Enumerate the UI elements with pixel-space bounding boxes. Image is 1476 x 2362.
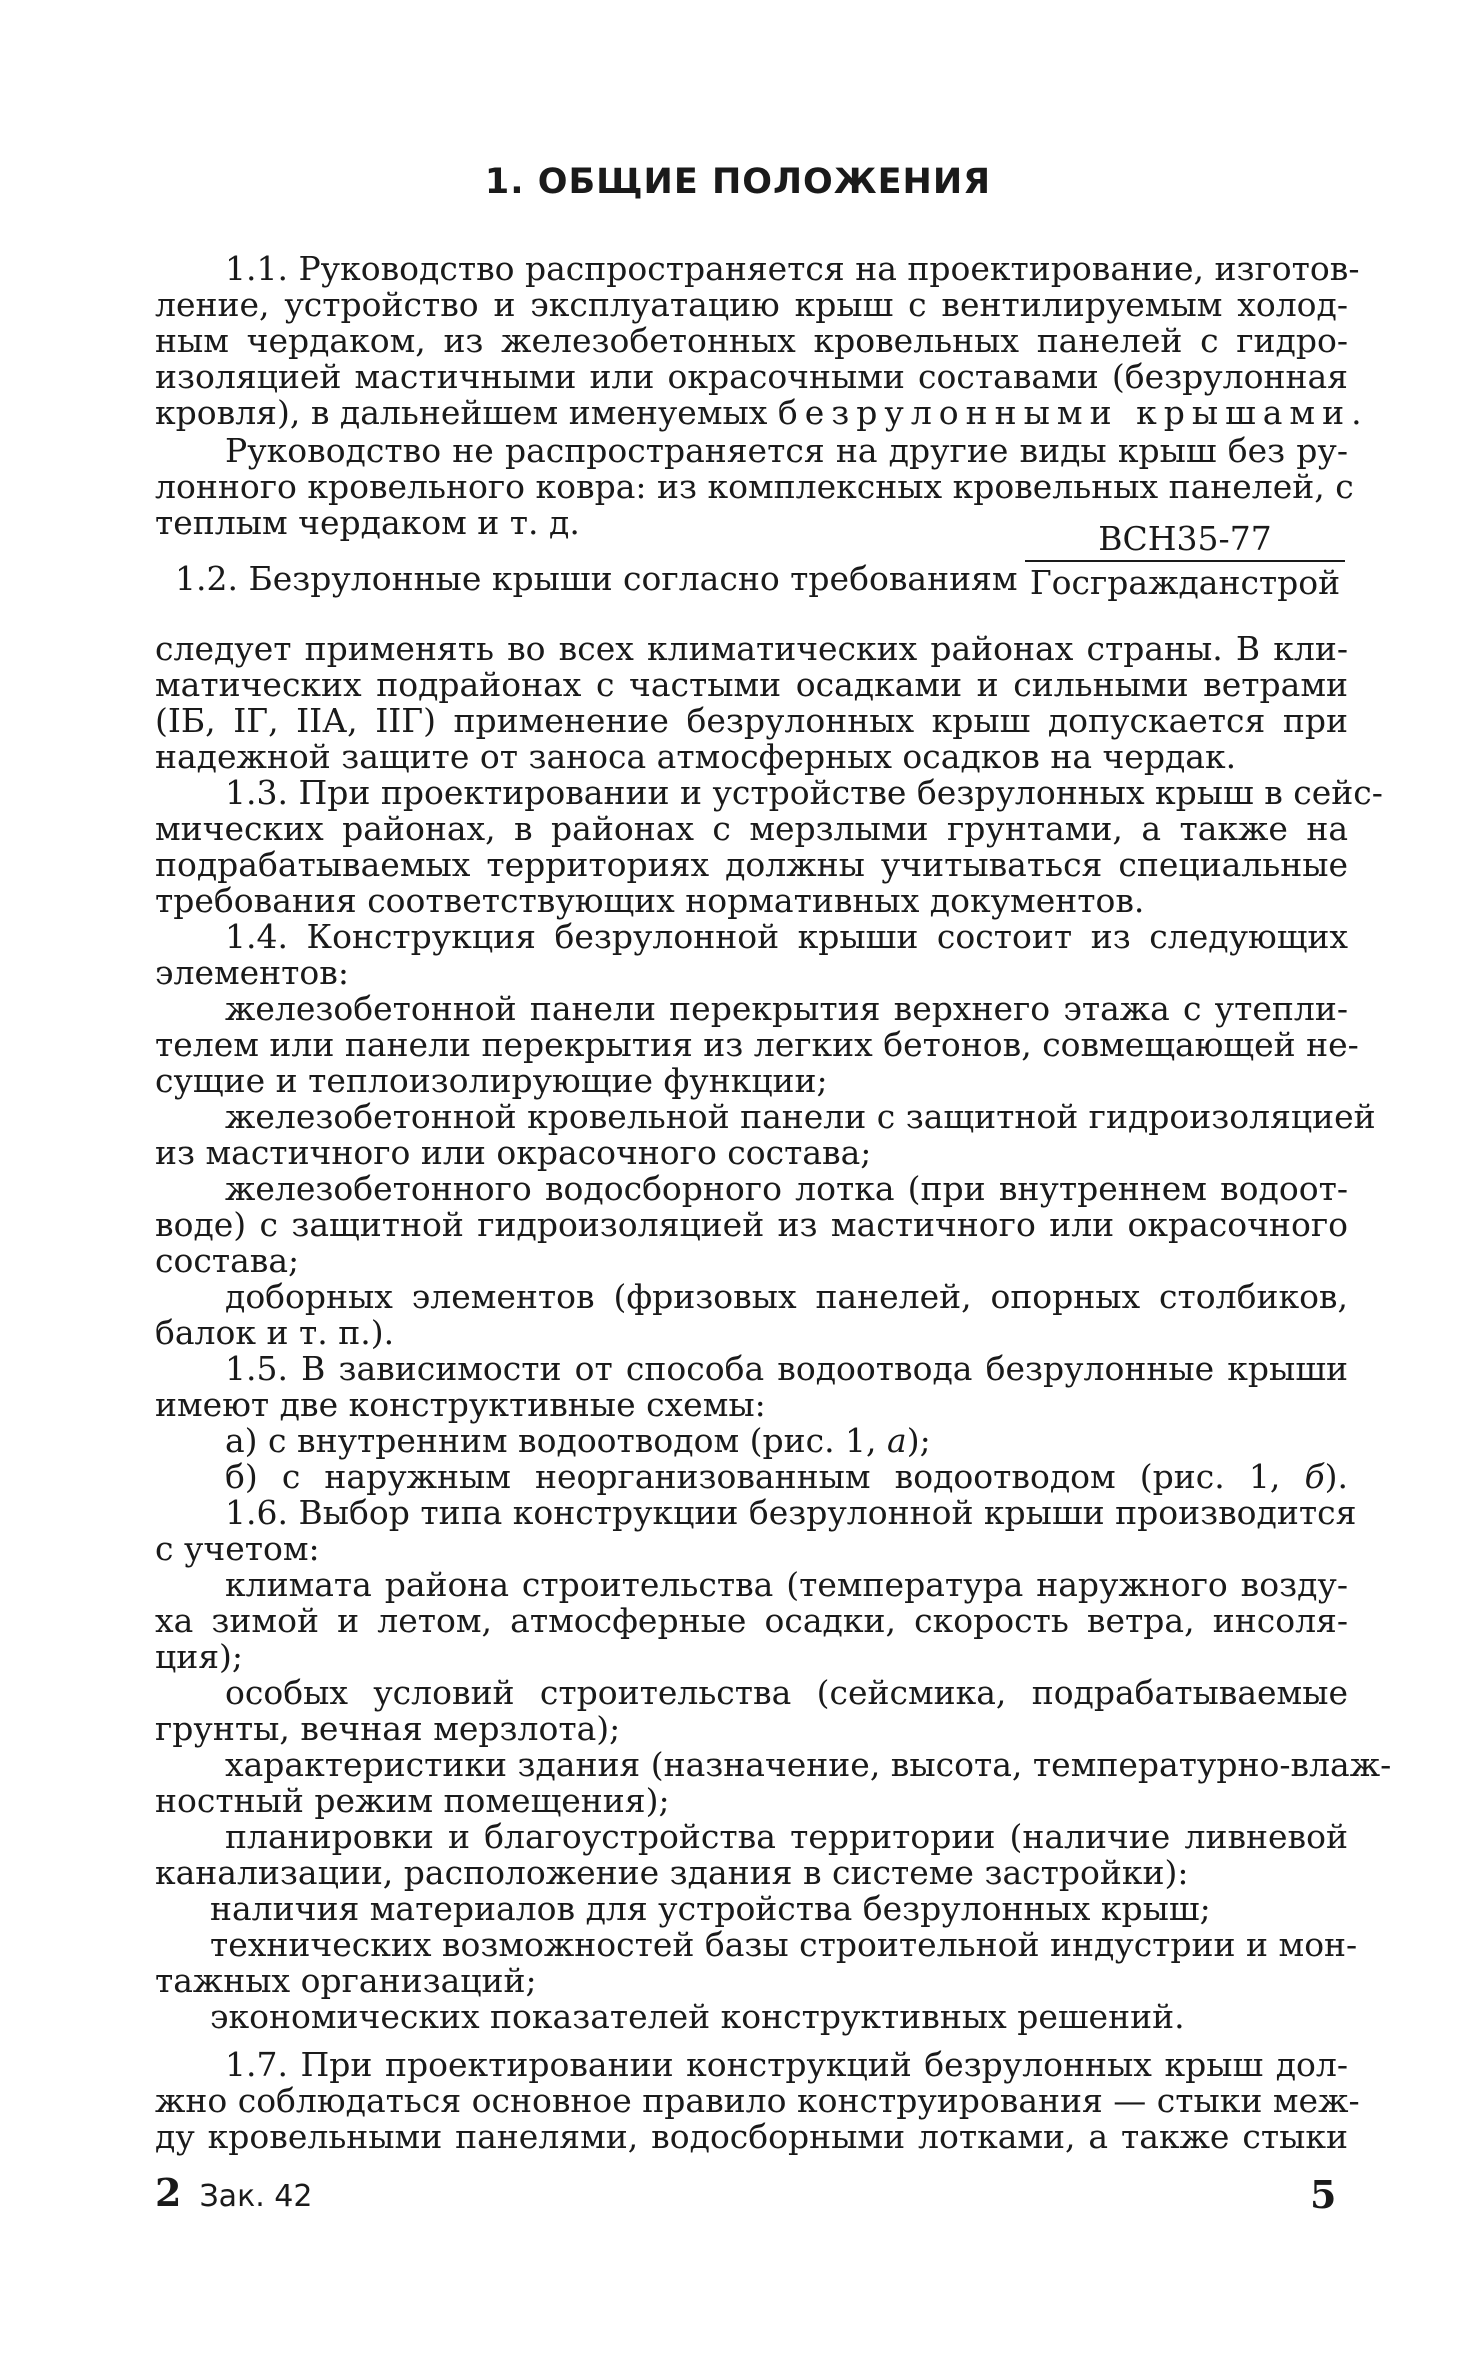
figure-ref-b: б xyxy=(1304,1457,1325,1496)
text-line: технических возможностей базы строительной индустрии и мон- xyxy=(210,1925,1358,1964)
section-heading: 1. ОБЩИЕ ПОЛОЖЕНИЯ xyxy=(484,162,992,202)
text-line: канализации, расположение здания в системе застройки): xyxy=(155,1853,1189,1892)
text-line: 1.7. При проектировании конструкций безрулонных крыш дол- xyxy=(225,2045,1348,2084)
text-line: 1.5. В зависимости от способа водоотвода безрулонные крыши xyxy=(225,1349,1348,1388)
text-line: из мастичного или окрасочного состава; xyxy=(155,1133,872,1172)
text-line: железобетонной кровельной панели с защитной гидроизоляцией xyxy=(225,1097,1376,1136)
text-line: планировки и благоустройства территории (наличие ливневой xyxy=(225,1817,1348,1856)
text-line: 1.3. При проектировании и устройстве безрулонных крыш в сейс- xyxy=(225,773,1383,812)
text-line: надежной защите от заноса атмосферных осадков на чердак. xyxy=(155,737,1237,776)
text-line: ностный режим помещения); xyxy=(155,1781,670,1820)
text-line: жно соблюдаться основное правило конструирования — стыки меж- xyxy=(155,2081,1360,2120)
text-fragment: а) с внутренним водоотводом (рис. 1, xyxy=(225,1421,877,1460)
text-line: изоляцией мастичными или окрасочными составами (безрулонная xyxy=(155,357,1348,396)
text-line: ция); xyxy=(155,1637,244,1676)
text-line xyxy=(225,1422,1348,1460)
text-line: 1.4. Конструкция безрулонной крыши состоит из следующих xyxy=(225,917,1348,956)
text-line: сущие и теплоизолирующие функции; xyxy=(155,1061,828,1100)
text-line: особых условий строительства (сейсмика, подрабатываемые xyxy=(225,1673,1348,1712)
spaced-term: безрулонными крышами. xyxy=(777,393,1369,432)
text-line: имеют две конструктивные схемы: xyxy=(155,1385,766,1424)
text-line: теплым чердаком и т. д. xyxy=(155,503,580,542)
text-line xyxy=(155,393,1369,432)
text-line: 1.1. Руководство распространяется на проектирование, изготов- xyxy=(225,249,1360,288)
text-line: экономических показателей конструктивных решений. xyxy=(210,1997,1185,2036)
clause-1-2-lead: 1.2. Безрулонные крыши согласно требованиям xyxy=(175,559,1018,598)
fraction-numerator: ВСН35-77 xyxy=(1025,520,1345,562)
text-fragment: ); xyxy=(906,1421,931,1460)
text-line: климата района строительства (температура наружного возду- xyxy=(225,1565,1348,1604)
text-line: ду кровельными панелями, водосборными лотками, а также стыки xyxy=(155,2117,1348,2156)
normative-fraction xyxy=(1025,520,1345,602)
text-line: (IБ, IГ, IIА, IIГ) применение безрулонных крыш допускается при xyxy=(155,701,1348,740)
text-fragment: кровля), в дальнейшем именуемых xyxy=(155,393,768,432)
text-line: ление, устройство и эксплуатацию крыш с вентилируемым холод- xyxy=(155,285,1348,324)
text-line: мических районах, в районах с мерзлыми грунтами, а также на xyxy=(155,809,1348,848)
text-line: элементов: xyxy=(155,953,349,992)
text-line: наличия материалов для устройства безрулонных крыш; xyxy=(210,1889,1211,1928)
text-line: ным чердаком, из железобетонных кровельных панелей с гидро- xyxy=(155,321,1348,360)
text-fragment: ). xyxy=(1324,1457,1348,1496)
text-line: железобетонной панели перекрытия верхнего этажа с утепли- xyxy=(225,989,1348,1028)
text-line: лонного кровельного ковра: из комплексных кровельных панелей, с xyxy=(155,467,1354,506)
text-line xyxy=(225,1458,1348,1496)
text-line: ха зимой и летом, атмосферные осадки, скорость ветра, инсоля- xyxy=(155,1601,1348,1640)
text-line: с учетом: xyxy=(155,1529,320,1568)
text-line: состава; xyxy=(155,1241,300,1280)
text-line: требования соответствующих нормативных документов. xyxy=(155,881,1145,920)
text-line: железобетонного водосборного лотка (при внутреннем водоот- xyxy=(225,1169,1348,1208)
text-line: характеристики здания (назначение, высота, температурно-влаж- xyxy=(225,1745,1392,1784)
text-line: следует применять во всех климатических районах страны. В кли- xyxy=(155,629,1348,668)
sheet-number: 2 xyxy=(155,2170,182,2215)
order-number: Зак. 42 xyxy=(199,2179,313,2214)
text-line: доборных элементов (фризовых панелей, опорных столбиков, xyxy=(225,1277,1348,1316)
text-line: 1.6. Выбор типа конструкции безрулонной крыши производится xyxy=(225,1493,1357,1532)
footer-signature xyxy=(155,2170,312,2215)
text-line: Руководство не распространяется на другие виды крыш без ру- xyxy=(225,431,1348,470)
page-number: 5 xyxy=(1310,2172,1337,2217)
text-line: тажных организаций; xyxy=(155,1961,537,2000)
text-line: воде) с защитной гидроизоляцией из мастичного или окрасочного xyxy=(155,1205,1348,1244)
fraction-denominator: Госгражданстрой xyxy=(1029,563,1341,602)
text-line: подрабатываемых территориях должны учитываться специальные xyxy=(155,845,1348,884)
text-line: балок и т. п.). xyxy=(155,1313,395,1352)
text-line: матических подрайонах с частыми осадками и сильными ветрами xyxy=(155,665,1348,704)
text-line: телем или панели перекрытия из легких бетонов, совмещающей не- xyxy=(155,1025,1359,1064)
figure-ref-a: а xyxy=(887,1421,907,1460)
text-line: грунты, вечная мерзлота); xyxy=(155,1709,621,1748)
text-fragment: б) с наружным неорганизованным водоотводом (рис. 1, xyxy=(225,1457,1281,1496)
